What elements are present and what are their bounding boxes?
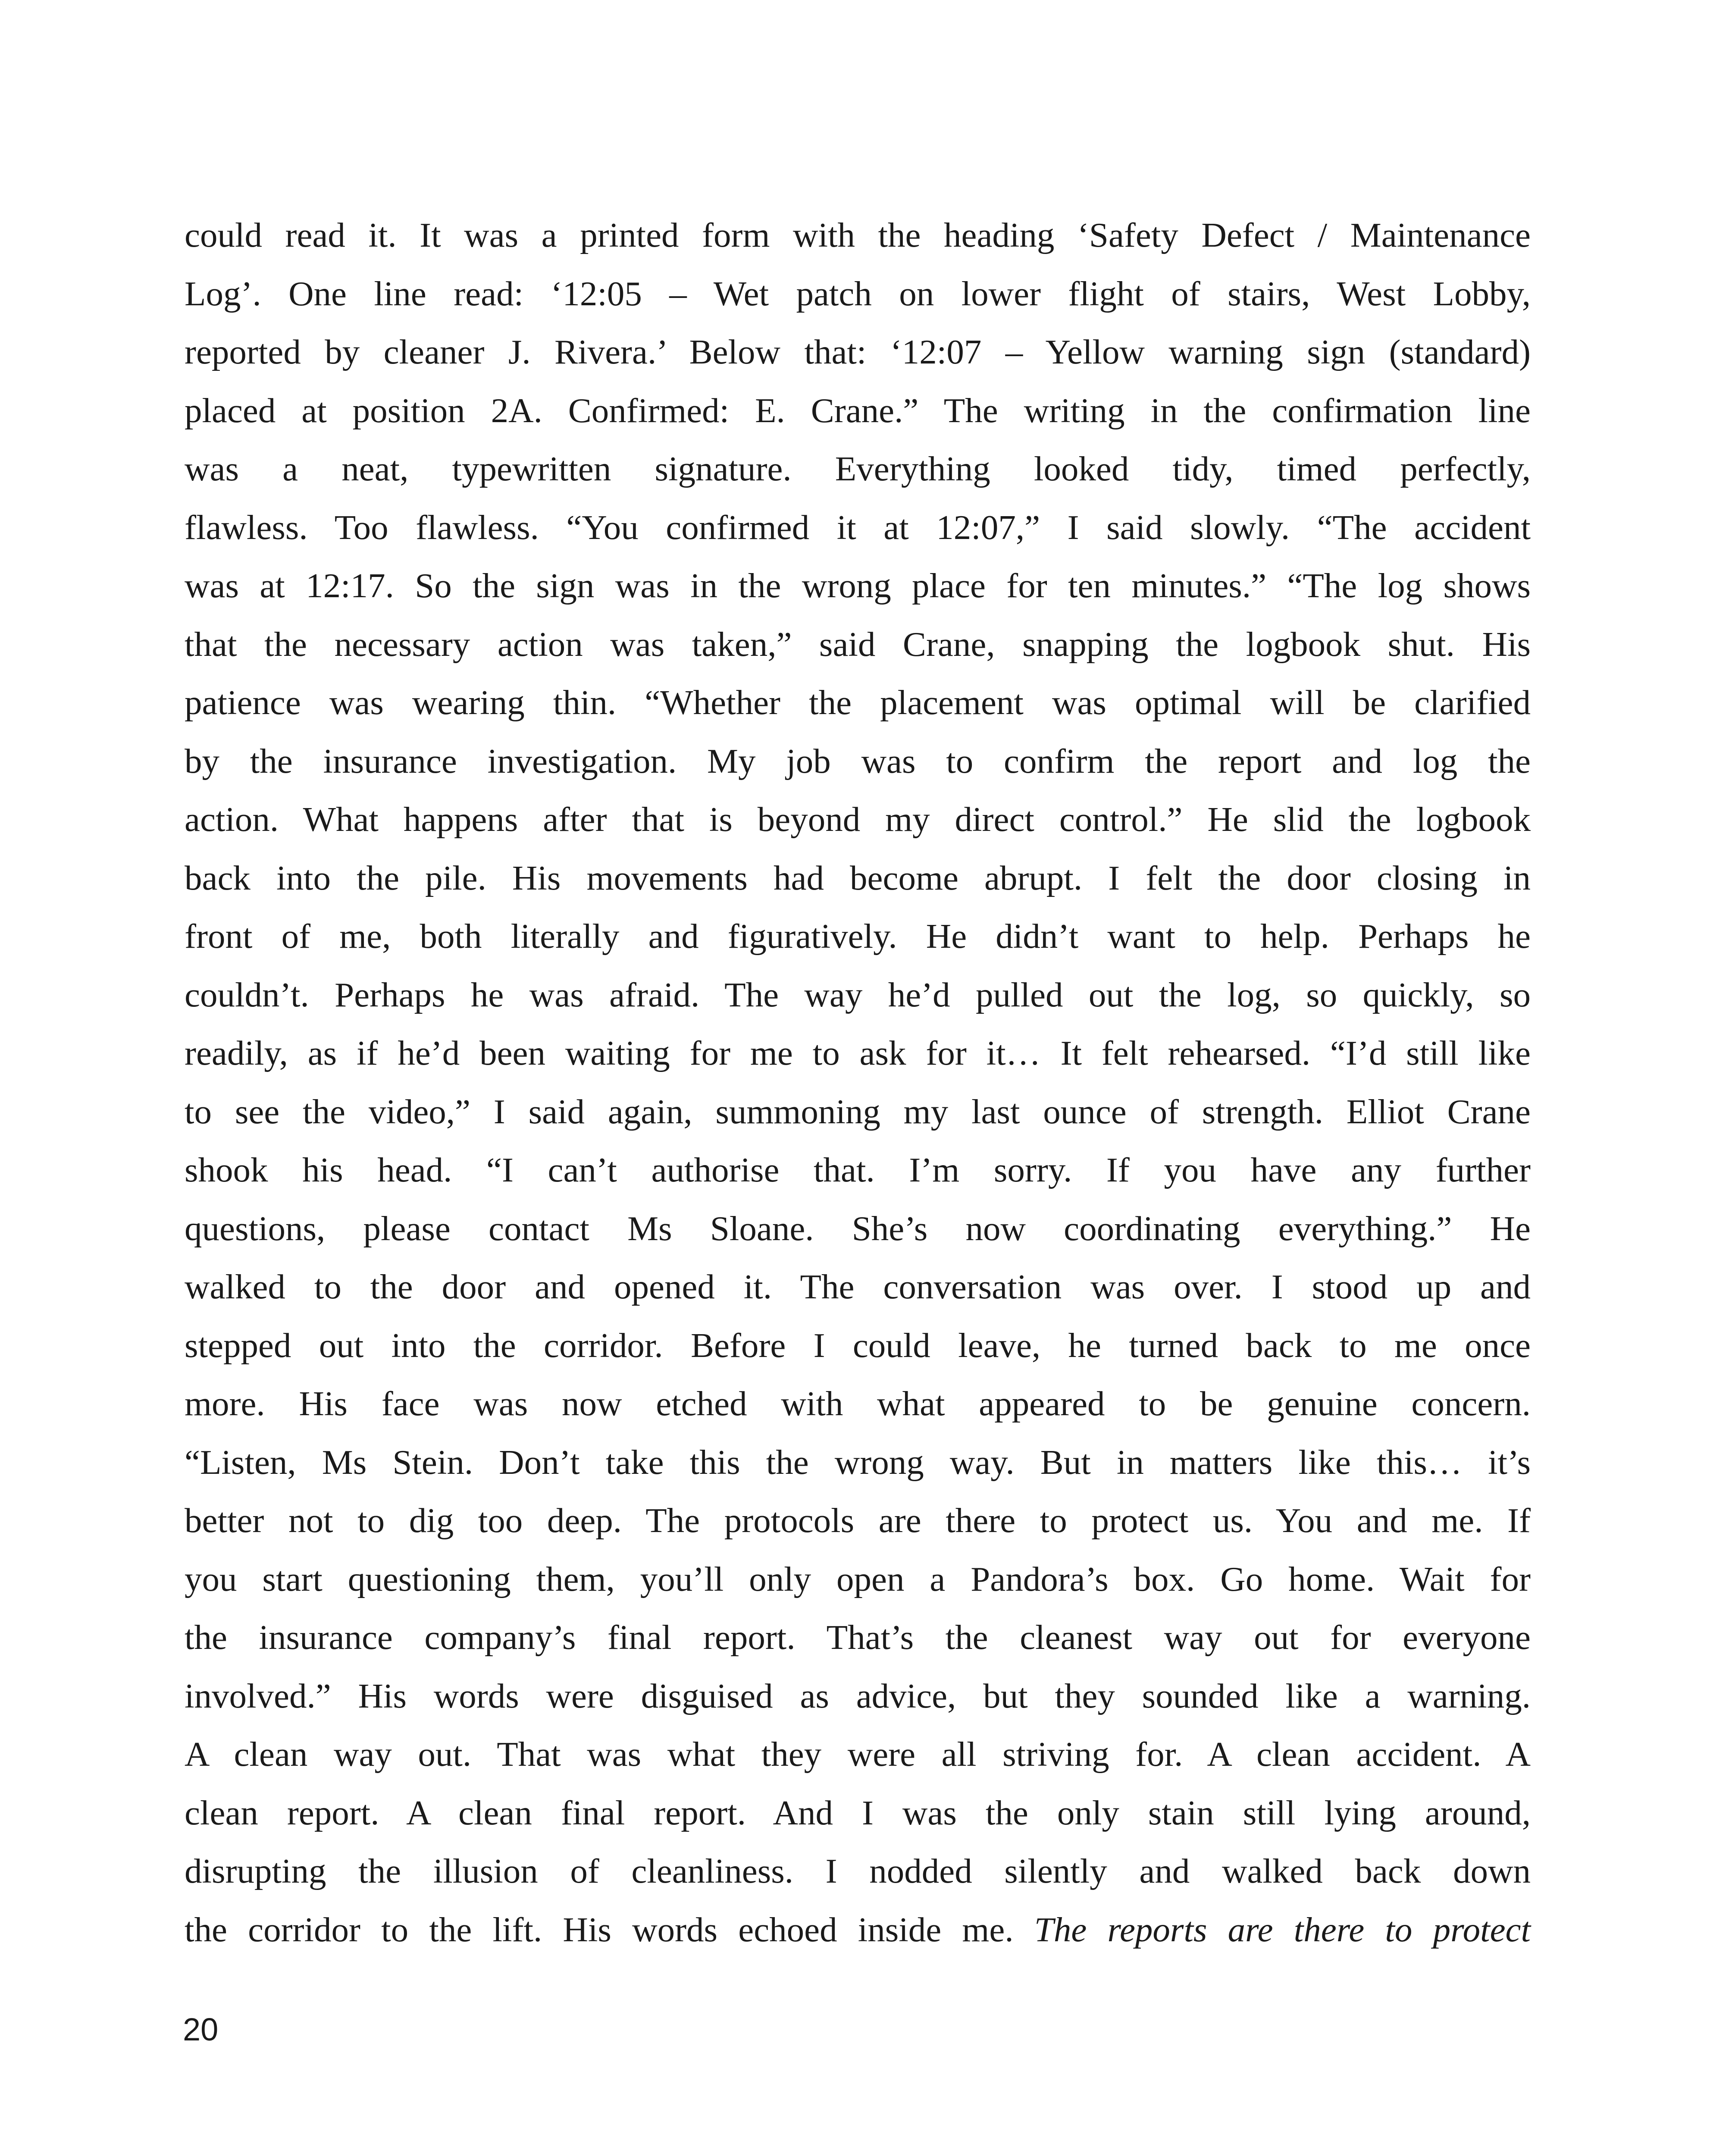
text-line: disrupting the illusion of cleanliness. I nodded silently and walked back down bbox=[185, 1852, 1531, 1890]
text-line: front of me, both literally and figuratively. He didn’t want to help. Perhaps he bbox=[185, 917, 1531, 956]
text-line: by the insurance investigation. My job was to confirm the report and log the bbox=[185, 741, 1531, 780]
text-line: clean report. A clean final report. And I was the only stain still lying around, bbox=[185, 1793, 1531, 1832]
text-line: that the necessary action was taken,” said Crane, snapping the logbook shut. His bbox=[185, 624, 1531, 664]
text-line: better not to dig too deep. The protocols are there to protect us. You and me. If bbox=[185, 1501, 1531, 1540]
text-line: Log’. One line read: ‘12:05 – Wet patch on lower flight of stairs, West Lobby, bbox=[185, 274, 1531, 313]
text-line: was a neat, typewritten signature. Everything looked tidy, timed perfectly, bbox=[185, 449, 1531, 488]
text-line: stepped out into the corridor. Before I could leave, he turned back to me once bbox=[185, 1326, 1531, 1365]
body-text bbox=[185, 206, 1531, 1959]
text-line: readily, as if he’d been waiting for me to ask for it… It felt rehearsed. “I’d still like bbox=[185, 1034, 1531, 1072]
text-line: A clean way out. That was what they were all striving for. A clean accident. A bbox=[185, 1735, 1531, 1774]
page-number: 20 bbox=[183, 2012, 219, 2047]
text-line: you start questioning them, you’ll only open a Pandora’s box. Go home. Wait for bbox=[185, 1559, 1531, 1598]
last-line-regular: the corridor to the lift. His words echoed inside me. bbox=[185, 1910, 1014, 1949]
text-line: reported by cleaner J. Rivera.’ Below that: ‘12:07 – Yellow warning sign (standard) bbox=[185, 332, 1531, 371]
text-line: shook his head. “I can’t authorise that. I’m sorry. If you have any further bbox=[185, 1150, 1531, 1189]
text-line: placed at position 2A. Confirmed: E. Crane.” The writing in the confirmation line bbox=[185, 391, 1531, 430]
text-line: patience was wearing thin. “Whether the placement was optimal will be clarified bbox=[185, 683, 1531, 722]
text-line: was at 12:17. So the sign was in the wrong place for ten minutes.” “The log shows bbox=[185, 566, 1531, 605]
last-line-italic: The reports are there to protect bbox=[1034, 1910, 1531, 1949]
text-line: questions, please contact Ms Sloane. She’s now coordinating everything.” He bbox=[185, 1209, 1531, 1248]
text-line-last bbox=[185, 1901, 1531, 1959]
text-line: involved.” His words were disguised as advice, but they sounded like a warning. bbox=[185, 1676, 1531, 1715]
text-line: could read it. It was a printed form with the heading ‘Safety Defect / Maintenance bbox=[185, 216, 1531, 254]
text-line: more. His face was now etched with what appeared to be genuine concern. bbox=[185, 1384, 1531, 1423]
text-line: “Listen, Ms Stein. Don’t take this the wrong way. But in matters like this… it’s bbox=[185, 1442, 1531, 1482]
text-line: back into the pile. His movements had become abrupt. I felt the door closing in bbox=[185, 858, 1531, 897]
text-line: action. What happens after that is beyond my direct control.” He slid the logbook bbox=[185, 800, 1531, 839]
text-line: to see the video,” I said again, summoning my last ounce of strength. Elliot Crane bbox=[185, 1092, 1531, 1131]
text-line: flawless. Too flawless. “You confirmed it at 12:07,” I said slowly. “The accident bbox=[185, 508, 1531, 547]
text-line: the insurance company’s final report. That’s the cleanest way out for everyone bbox=[185, 1618, 1531, 1657]
text-line: walked to the door and opened it. The conversation was over. I stood up and bbox=[185, 1267, 1531, 1306]
text-line: couldn’t. Perhaps he was afraid. The way he’d pulled out the log, so quickly, so bbox=[185, 975, 1531, 1014]
